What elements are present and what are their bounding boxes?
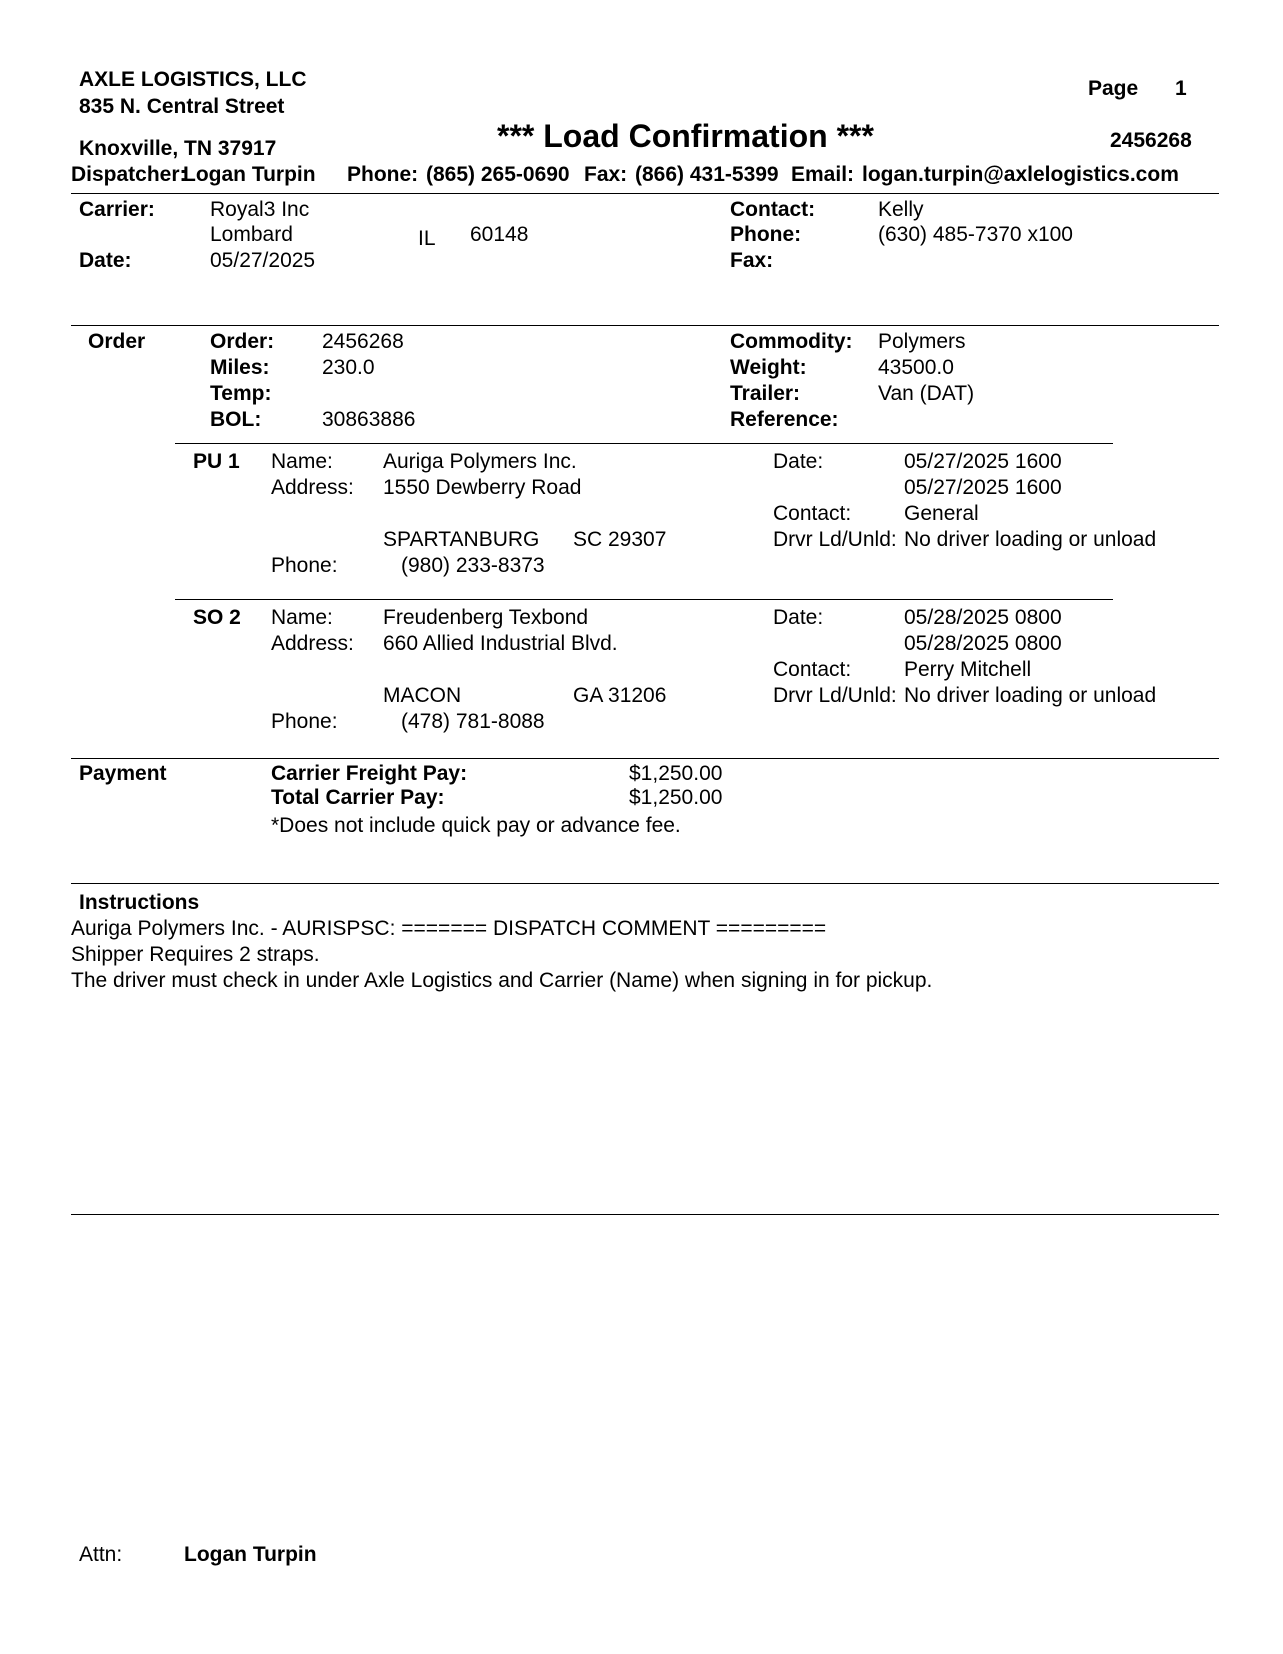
freight-pay-label: Carrier Freight Pay: [271, 762, 468, 785]
carrier-state: IL [418, 227, 436, 250]
company-name: AXLE LOGISTICS, LLC [79, 68, 307, 91]
stop-label: PU 1 [193, 450, 240, 473]
stop-address-label: Address: [271, 632, 354, 655]
dispatcher-fax: (866) 431-5399 [635, 163, 779, 186]
stop-date-1: 05/28/2025 0800 [904, 606, 1062, 629]
carrier-name: Royal3 Inc [210, 198, 310, 221]
stop-label: SO 2 [193, 606, 241, 629]
bol-label: BOL: [210, 408, 262, 431]
divider-stop-2 [175, 599, 1113, 600]
stop-drvr-label: Drvr Ld/Unld: [773, 684, 897, 707]
page-number: 1 [1175, 77, 1187, 100]
carrier-fax-label: Fax: [730, 249, 774, 272]
weight-label: Weight: [730, 356, 807, 379]
stop-contact-label: Contact: [773, 658, 852, 681]
carrier-city: Lombard [210, 223, 293, 246]
order-number: 2456268 [322, 330, 404, 353]
commodity-label: Commodity: [730, 330, 853, 353]
stop-state-zip: GA 31206 [573, 684, 667, 707]
stop-phone: (980) 233-8373 [401, 554, 545, 577]
page-label: Page [1088, 77, 1139, 100]
miles-value: 230.0 [322, 356, 375, 379]
trailer-value: Van (DAT) [878, 382, 975, 405]
divider-instructions [71, 883, 1219, 884]
divider-stop-1 [175, 443, 1113, 444]
stop-address: 1550 Dewberry Road [383, 476, 582, 499]
divider-payment [71, 758, 1219, 759]
stop-contact: General [904, 502, 979, 525]
stop-phone: (478) 781-8088 [401, 710, 545, 733]
page-title: *** Load Confirmation *** [497, 118, 874, 154]
instruction-line: Shipper Requires 2 straps. [71, 943, 320, 966]
stop-address: 660 Allied Industrial Blvd. [383, 632, 618, 655]
stop-date-1: 05/27/2025 1600 [904, 450, 1062, 473]
stop-name-label: Name: [271, 606, 333, 629]
company-city: Knoxville, TN 37917 [79, 137, 277, 160]
company-street: 835 N. Central Street [79, 95, 285, 118]
dispatcher-phone-label: Phone: [347, 163, 419, 186]
order-number-label: Order: [210, 330, 275, 353]
carrier-label: Carrier: [79, 198, 155, 221]
payment-section-label: Payment [79, 762, 167, 785]
divider-bottom [71, 1214, 1219, 1215]
dispatcher-email: logan.turpin@axlelogistics.com [862, 163, 1179, 186]
stop-city: MACON [383, 684, 462, 707]
stop-phone-label: Phone: [271, 554, 338, 577]
bol-value: 30863886 [322, 408, 416, 431]
divider-header [71, 193, 1219, 194]
carrier-date: 05/27/2025 [210, 249, 316, 272]
stop-contact-label: Contact: [773, 502, 852, 525]
stop-date-label: Date: [773, 450, 824, 473]
divider-carrier [71, 325, 1219, 326]
stop-date-2: 05/28/2025 0800 [904, 632, 1062, 655]
total-pay-label: Total Carrier Pay: [271, 786, 445, 809]
load-number: 2456268 [1110, 129, 1192, 152]
attn-name: Logan Turpin [184, 1543, 317, 1566]
dispatcher-fax-label: Fax: [584, 163, 628, 186]
stop-drvr-label: Drvr Ld/Unld: [773, 528, 897, 551]
freight-pay-value: $1,250.00 [629, 762, 723, 785]
dispatcher-name: Logan Turpin [183, 163, 316, 186]
instruction-line: The driver must check in under Axle Logistics and Carrier (Name) when signing in for pickup. [71, 969, 933, 992]
stop-contact: Perry Mitchell [904, 658, 1032, 681]
stop-state-zip: SC 29307 [573, 528, 667, 551]
trailer-label: Trailer: [730, 382, 801, 405]
total-pay-value: $1,250.00 [629, 786, 723, 809]
stop-city: SPARTANBURG [383, 528, 540, 551]
stop-date-label: Date: [773, 606, 824, 629]
stop-date-2: 05/27/2025 1600 [904, 476, 1062, 499]
stop-name: Freudenberg Texbond [383, 606, 589, 629]
dispatcher-email-label: Email: [791, 163, 855, 186]
miles-label: Miles: [210, 356, 270, 379]
carrier-phone: (630) 485-7370 x100 [878, 223, 1073, 246]
weight-value: 43500.0 [878, 356, 954, 379]
payment-note: *Does not include quick pay or advance fee. [271, 814, 681, 837]
stop-drvr: No driver loading or unload [904, 528, 1157, 551]
stop-name: Auriga Polymers Inc. [383, 450, 577, 473]
stop-drvr: No driver loading or unload [904, 684, 1157, 707]
commodity-value: Polymers [878, 330, 966, 353]
order-section-label: Order [88, 330, 146, 353]
carrier-date-label: Date: [79, 249, 132, 272]
carrier-zip: 60148 [470, 223, 529, 246]
instruction-line: Auriga Polymers Inc. - AURISPSC: ======= DISPATCH COMMENT ========= [71, 917, 827, 940]
temp-label: Temp: [210, 382, 272, 405]
carrier-contact-label: Contact: [730, 198, 816, 221]
dispatcher-phone: (865) 265-0690 [426, 163, 570, 186]
instructions-label: Instructions [79, 891, 200, 914]
stop-phone-label: Phone: [271, 710, 338, 733]
attn-label: Attn: [79, 1543, 123, 1566]
reference-label: Reference: [730, 408, 839, 431]
carrier-phone-label: Phone: [730, 223, 802, 246]
carrier-contact: Kelly [878, 198, 924, 221]
dispatcher-label: Dispatcher: [71, 163, 187, 186]
stop-address-label: Address: [271, 476, 354, 499]
stop-name-label: Name: [271, 450, 333, 473]
